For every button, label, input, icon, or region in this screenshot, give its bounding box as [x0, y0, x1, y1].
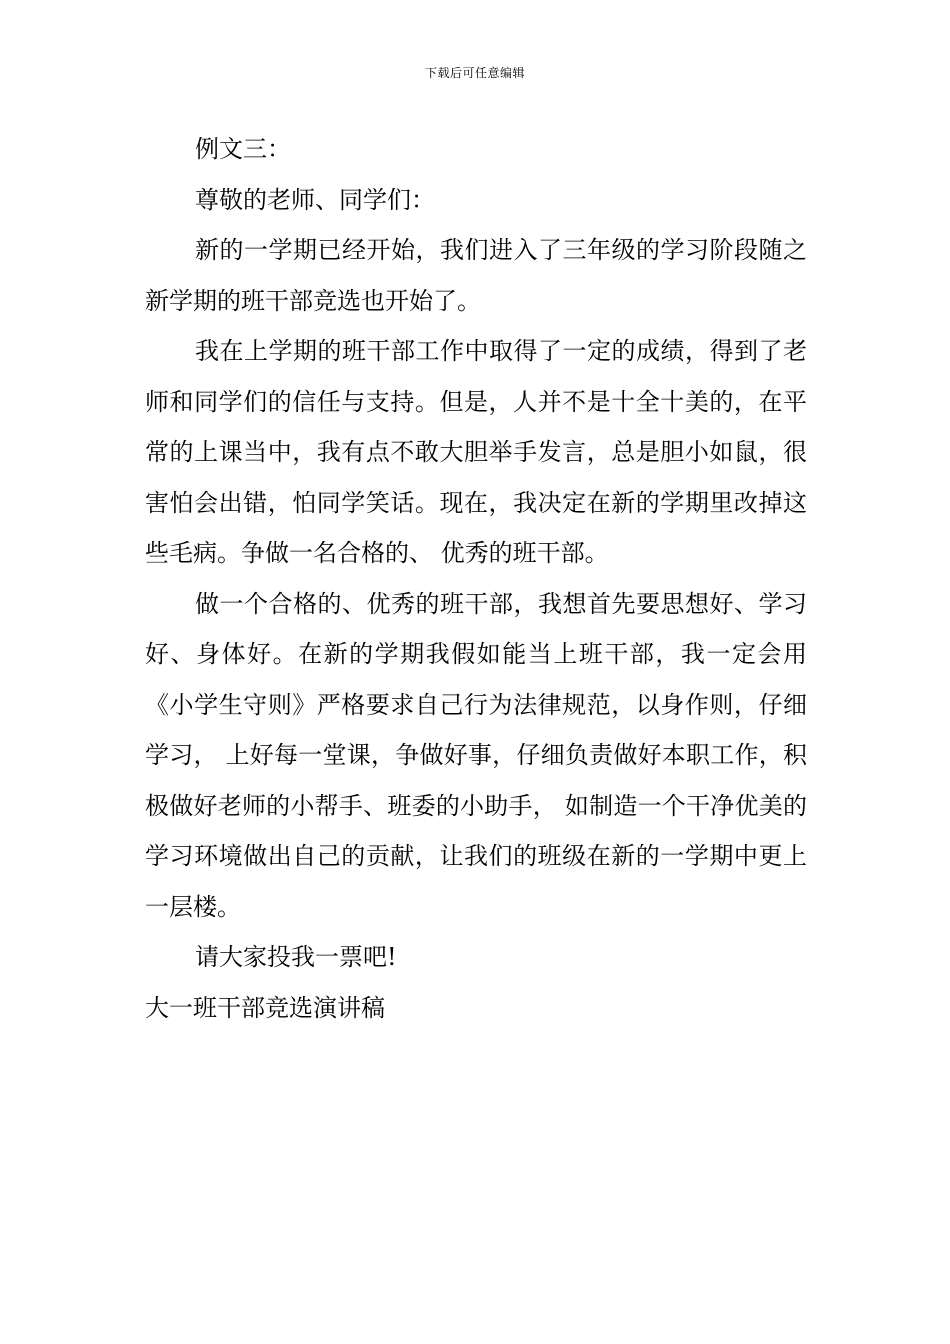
closing-line: 请大家投我一票吧!: [195, 943, 397, 971]
next-section-title: 大一班干部竞选演讲稿: [145, 993, 385, 1022]
section-label: 例文三：: [195, 135, 291, 163]
paragraph-2: 我在上学期的班干部工作中取得了一定的成绩，得到了老师和同学们的信任与支持。但是，人并不是十全十美的，在平常的上课当中，我有点不敢大胆举手发言，总是胆小如鼠，很害怕会出错，怕同学笑话。现在，我决定在新的学期里改掉这些毛病。争做一名合格的、 优秀的班干部。: [145, 337, 807, 567]
paragraph-1: 新的一学期已经开始，我们进入了三年级的学习阶段随之新学期的班干部竞选也开始了。: [145, 236, 807, 315]
paragraph-3: 做一个合格的、优秀的班干部，我想首先要思想好、学习好、身体好。在新的学期我假如能当上班干部，我一定会用《小学生守则》严格要求自己行为法律规范，以身作则，仔细学习， 上好每一堂课，争做好事，仔细负责做好本职工作，积极做好老师的小帮手、班委的小助手， 如制造一个干净优美的学习环境做出自己的贡献，让我们的班级在新的一学期中更上一层楼。: [145, 589, 807, 921]
salutation: 尊敬的老师、同学们：: [195, 185, 435, 214]
document-body: [145, 124, 807, 1033]
page-header: 下载后可任意编辑: [424, 66, 525, 80]
